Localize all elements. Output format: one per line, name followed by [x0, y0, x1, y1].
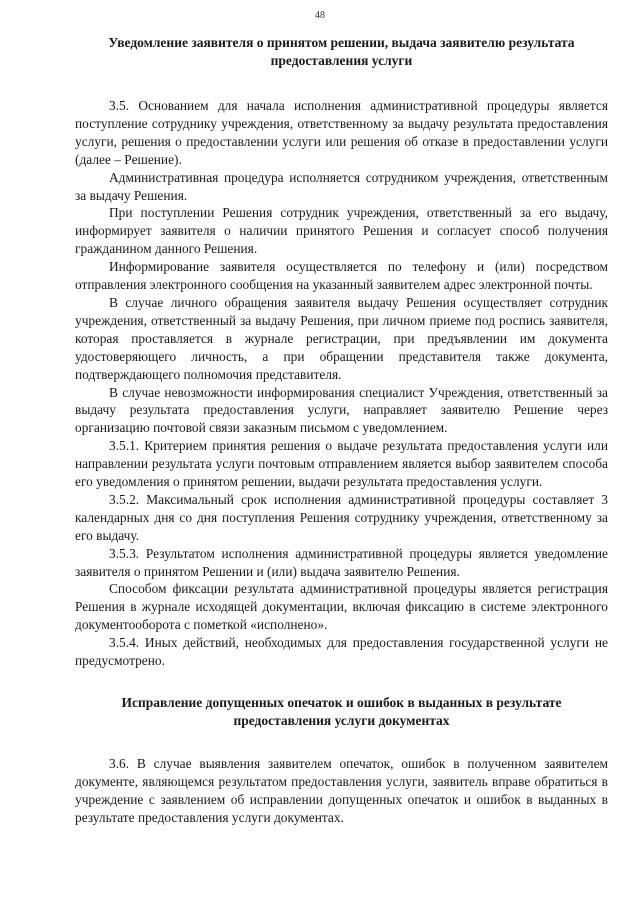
page-content	[75, 34, 608, 827]
paragraph-3-6: 3.6. В случае выявления заявителем опечаток, ошибок в полученном заявителем документе, являющемся результатом предоставления услуги, заявитель вправе обратиться в учреждение с заявлением об исправлении допущенных опечаток и ошибок в выданных в результате предоставления услуги документах.	[75, 756, 608, 825]
section-title-notification: Уведомление заявителя о принятом решении, выдача заявителю результата предоставления услуги	[108, 35, 575, 68]
paragraph-3-5-4: 3.5.4. Иных действий, необходимых для предоставления государственной услуги не предусмотрено.	[75, 635, 608, 669]
paragraph-3-5-3: 3.5.3. Результатом исполнения административной процедуры является уведомление заявителя о принятом Решении и (или) выдача заявителю Решения.	[75, 545, 608, 579]
paragraph-3-5-1: 3.5.1. Критерием принятия решения о выдаче результата предоставления услуги или направлении результата услуги почтовым отправлением является выбор заявителем способа его уведомления о принятом решении, выдачи результата предоставления услуги.	[75, 438, 608, 490]
section-title-corrections: Исправление допущенных опечаток и ошибок в выданных в результате предоставления услуги документах	[121, 695, 562, 728]
paragraph-informing: Информирование заявителя осуществляется по телефону и (или) посредством отправления электронного сообщения на указанный заявителем адрес электронной почты.	[75, 259, 608, 293]
paragraph-receipt-of-decision: При поступлении Решения сотрудник учреждения, ответственный за его выдачу, информирует заявителя о наличии принятого Решения и согласует способ получения гражданином данного Решения.	[75, 205, 608, 257]
paragraph-personal-appeal: В случае личного обращения заявителя выдачу Решения осуществляет сотрудник учреждения, ответственный за выдачу Решения, при личном приеме под роспись заявителя, которая проставляется в журнале регистрации, при предъявлении им документа удостоверяющего личность, а при обращении представителя также документа, подтверждающего полномочия представителя.	[75, 294, 608, 382]
page-number: 48	[315, 10, 325, 21]
paragraph-postal-delivery: В случае невозможности информирования специалист Учреждения, ответственный за выдачу результата предоставления услуги, направляет заявителю Решение через организацию почтовой связи заказным письмом с уведомлением.	[75, 384, 608, 436]
paragraph-fixation-method: Способом фиксации результата административной процедуры является регистрация Решения в журнале исходящей документации, включая фиксацию в системе электронного документооборота с пометкой «исполнено».	[75, 581, 608, 633]
paragraph-procedure-executor: Административная процедура исполняется сотрудником учреждения, ответственным за выдачу Решения.	[75, 169, 608, 203]
paragraph-3-5-2: 3.5.2. Максимальный срок исполнения административной процедуры составляет 3 календарных дня со дня поступления Решения сотруднику учреждения, ответственному за его выдачу.	[75, 491, 608, 543]
paragraph-3-5: 3.5. Основанием для начала исполнения административной процедуры является поступление сотруднику учреждения, ответственному за выдачу результата предоставления услуги, решения о предоставлении услуги или решения об отказе в предоставлении услуги (далее – Решение).	[75, 98, 608, 167]
